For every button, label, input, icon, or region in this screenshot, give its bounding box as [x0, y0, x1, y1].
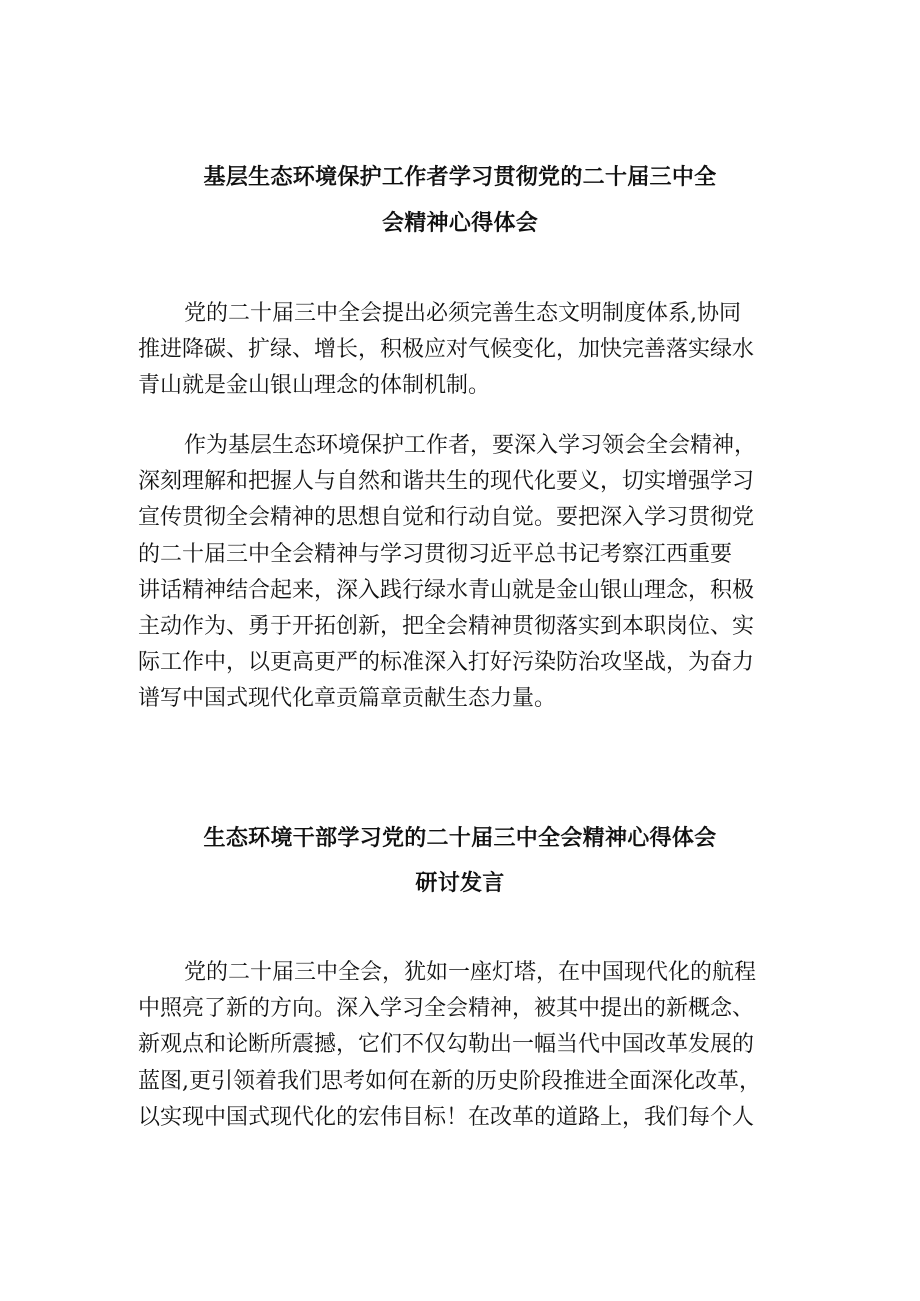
paragraph-line: 党的二十届三中全会提出必须完善生态文明制度体系,协同: [184, 301, 741, 326]
paragraph-line: 讲话精神结合起来，深入践行绿水青山就是金山银山理念，积极: [138, 577, 755, 603]
section-2-title-line-1: 生态环境干部学习党的二十届三中全会精神心得体会: [203, 826, 717, 851]
paragraph-line: 蓝图,更引领着我们思考如何在新的历史阶段推进全面深化改革，: [138, 1068, 761, 1094]
paragraph-line: 的二十届三中全会精神与学习贯彻习近平总书记考察江西重要: [138, 541, 733, 567]
paragraph-line: 新观点和论断所震撼，它们不仅勾勒出一幅当代中国改革发展的: [138, 1032, 755, 1058]
section-1-paragraph-1: [138, 296, 788, 405]
section-2-title-line-2: 研讨发言: [415, 871, 505, 896]
section-2-paragraph-1: [138, 955, 788, 1136]
paragraph-line: 中照亮了新的方向。深入学习全会精神，被其中提出的新概念、: [138, 996, 755, 1022]
section-1-paragraph-2: [138, 428, 788, 718]
paragraph-line: 青山就是金山银山理念的体制机制。: [138, 373, 491, 399]
paragraph-line: 谱写中国式现代化章贡篇章贡献生态力量。: [138, 686, 557, 712]
paragraph-line: 际工作中，以更高更严的标准深入打好污染防治攻坚战，为奋力: [138, 650, 755, 676]
paragraph-line: 主动作为、勇于开拓创新，把全会精神贯彻落实到本职岗位、实: [138, 613, 755, 639]
paragraph-line: 作为基层生态环境保护工作者，要深入学习领会全会精神，: [184, 433, 757, 458]
paragraph-line: 推进降碳、扩绿、增长，积极应对气候变化，加快完善落实绿水: [138, 337, 755, 363]
section-1-title-line-1: 基层生态环境保护工作者学习贯彻党的二十届三中全: [203, 165, 717, 190]
paragraph-line: 深刻理解和把握人与自然和谐共生的现代化要义，切实增强学习: [138, 469, 755, 495]
paragraph-line: 党的二十届三中全会，犹如一座灯塔，在中国现代化的航程: [184, 960, 757, 985]
section-1-title-line-2: 会精神心得体会: [381, 211, 539, 236]
paragraph-line: 宣传贯彻全会精神的思想自觉和行动自觉。要把深入学习贯彻党: [138, 505, 755, 531]
paragraph-line: 以实现中国式现代化的宏伟目标！在改革的道路上，我们每个人: [138, 1104, 755, 1130]
